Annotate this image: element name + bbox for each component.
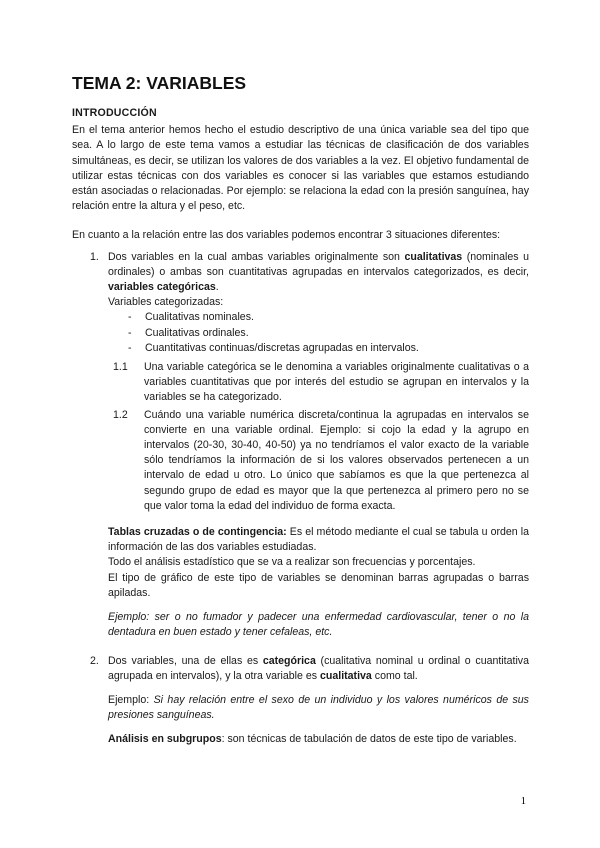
item-1-text: Dos variables en la cual ambas variables originalmente son cualitativas (nominales u ordinales) o ambas son cuantitativas agrupadas en intervalos categorizados, es decir, variables categóricas. bbox=[108, 250, 530, 294]
document-title: TEMA 2: VARIABLES bbox=[72, 73, 247, 93]
analysis-text: Todo el análisis estadístico que se va a realizar son frecuencias y porcentajes. bbox=[108, 556, 476, 569]
subitem-1-1: 1.1 Una variable categórica se le denomina a variables originalmente cualitativas o a variables cuantitativas que por interés del estudio se agrupan en intervalos y la variables se ha categorizado. bbox=[110, 360, 529, 406]
page-number: 1 bbox=[520, 796, 526, 807]
item-2-text: Dos variables, una de ellas es categórica (cualitativa nominal u ordinal o cuantitativa agrupada en intervalos), y la otra variable es cualitativa como tal. bbox=[108, 654, 529, 682]
intro-paragraph: En el tema anterior hemos hecho el estudio descriptivo de una única variable sea del tipo que sea. A lo largo de este tema vamos a estudiar las técnicas de clasificación de dos variables simultáneas, es decir, se utilizan los valores de dos variables a la vez. El objetivo fundamental de utilizar estas técnicas con dos variables es conocer si las variables que estamos estudiando están asociadas o relacionadas. Por ejemplo: se relaciona la edad con la presión sanguínea, hay relación entre la altura y el peso, etc. bbox=[72, 124, 529, 213]
list-item: - Cualitativas nominales. bbox=[128, 311, 254, 324]
graph-text: El tipo de gráfico de este tipo de variables se denominan barras agrupadas o barras apiladas. bbox=[108, 571, 529, 599]
situation-item-2 bbox=[72, 654, 529, 748]
contingency-tables-text: Tablas cruzadas o de contingencia: Es el método mediante el cual se tabula u orden la información de las dos variables estudiadas. bbox=[108, 526, 529, 554]
list-item: - Cuantitativas continuas/discretas agrupadas en intervalos. bbox=[128, 341, 419, 354]
item-number: 2. bbox=[90, 654, 99, 667]
example-1: Ejemplo: ser o no fumador y padecer una enfermedad cardiovascular, tener o no la dentadura en buen estado y tener cefaleas, etc. bbox=[108, 611, 529, 639]
subgroups-text: Análisis en subgrupos: son técnicas de tabulación de datos de este tipo de variables. bbox=[108, 733, 517, 746]
intro-heading: INTRODUCCIÓN bbox=[72, 107, 157, 119]
subitem-1-2: 1.2 Cuándo una variable numérica discreta/continua la agrupadas en intervalos se convierte en una variable ordinal. Ejemplo: si cojo la edad y la agrupo en intervalos (20-30, 30-40, 40-50) ya no tendríamos el valor exacto de la variable sólo tendríamos la información de si los valores observados pertenecen a un intervalo de edad u otro. Lo único que sabíamos es que la que pertenezca al segundo grupo de edad es mayor que la que pertenezca al primero pero no se que valor toma la edad del individuo de forma exacta. bbox=[110, 408, 529, 514]
subitem-number: 1.1 bbox=[113, 361, 128, 374]
list-item: - Cualitativas ordinales. bbox=[128, 326, 249, 339]
example-2: Ejemplo: Si hay relación entre el sexo de un individuo y los valores numéricos de sus presiones sanguíneas. bbox=[108, 693, 529, 722]
subitem-number: 1.2 bbox=[113, 408, 128, 421]
categorized-variables-list bbox=[108, 310, 529, 356]
situation-item-1 bbox=[72, 250, 529, 356]
situations-list bbox=[72, 250, 529, 748]
item-number: 1. bbox=[90, 250, 99, 263]
list-title: Variables categorizadas: bbox=[108, 296, 224, 309]
situations-intro: En cuanto a la relación entre las dos variables podemos encontrar 3 situaciones diferentes: bbox=[72, 229, 501, 242]
